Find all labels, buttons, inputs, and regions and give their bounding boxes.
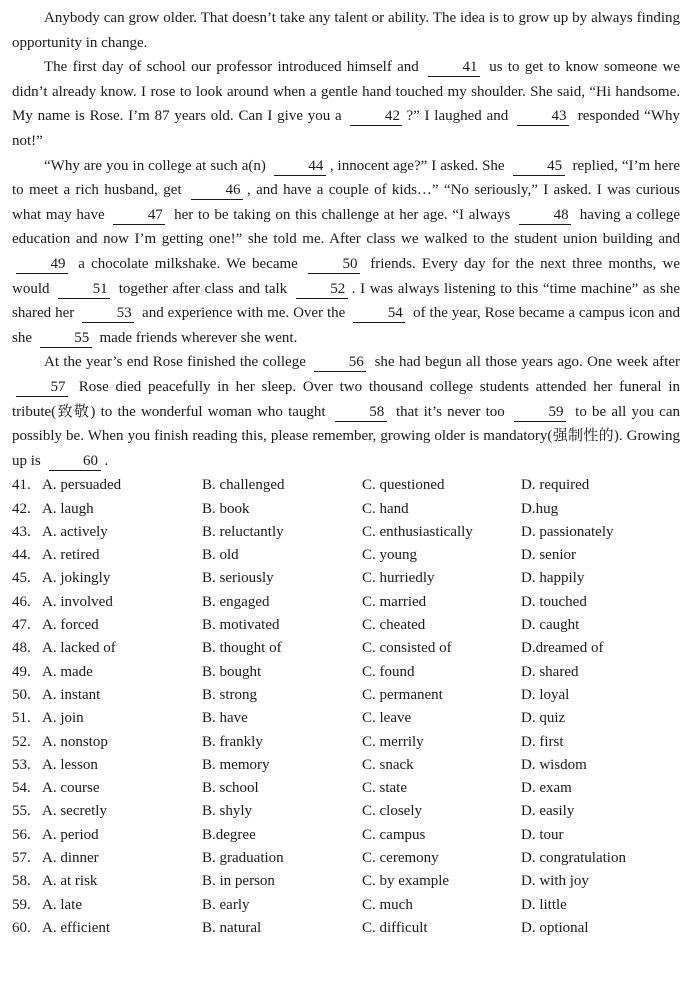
option-c[interactable]: C. consisted of: [362, 640, 452, 657]
passage-text: Rose died peacefully in her sleep. Over two thousand college students attended her funeral in tribute(致敬) to the wonderful woman who taught: [12, 378, 680, 420]
option-c[interactable]: C. merrily: [362, 733, 424, 750]
option-d[interactable]: D.dreamed of: [521, 640, 604, 657]
blank-54[interactable]: 54: [353, 305, 405, 323]
blank-51[interactable]: 51: [58, 281, 110, 299]
blank-46[interactable]: 46: [191, 182, 243, 200]
option-a[interactable]: A. course: [42, 780, 100, 797]
question-row: [12, 800, 680, 823]
question-row: [12, 684, 680, 707]
blank-57[interactable]: 57: [16, 379, 68, 397]
option-c[interactable]: C. difficult: [362, 919, 428, 936]
question-number: 44.: [12, 547, 31, 564]
option-a[interactable]: A. laugh: [42, 500, 94, 517]
option-d[interactable]: D. happily: [521, 570, 585, 587]
option-a[interactable]: A. forced: [42, 617, 99, 634]
option-c[interactable]: C. married: [362, 593, 427, 610]
option-b[interactable]: B. natural: [202, 919, 262, 936]
option-c[interactable]: C. questioned: [362, 477, 445, 494]
option-d[interactable]: D. with joy: [521, 873, 589, 890]
option-b[interactable]: B. graduation: [202, 850, 284, 867]
option-a[interactable]: A. retired: [42, 547, 100, 564]
option-b[interactable]: B. have: [202, 710, 248, 727]
option-d[interactable]: D. quiz: [521, 710, 566, 727]
passage-text: , innocent age?” I asked. She: [329, 157, 509, 174]
option-c[interactable]: C. hand: [362, 500, 409, 517]
passage-text: a chocolate milkshake. We became: [72, 255, 305, 272]
passage-text: made friends wherever she went.: [95, 329, 298, 346]
option-b[interactable]: B. seriously: [202, 570, 274, 587]
passage-text: .: [104, 452, 109, 469]
passage-text: replied, “I’m here to meet a rich husband, get: [12, 157, 680, 199]
option-a[interactable]: A. made: [42, 663, 93, 680]
option-b[interactable]: B. school: [202, 780, 259, 797]
question-number: 55.: [12, 803, 31, 820]
blank-50[interactable]: 50: [308, 256, 360, 274]
option-b[interactable]: B. shyly: [202, 803, 253, 820]
option-b[interactable]: B. bought: [202, 663, 262, 680]
option-d[interactable]: D. first: [521, 733, 564, 750]
question-number: 56.: [12, 826, 31, 843]
blank-59[interactable]: 59: [514, 404, 566, 422]
passage-text: she had begun all those years ago. One week after: [370, 354, 680, 371]
passage-text: , and have a couple of kids…” “No seriously,” I asked. I was curious what may have: [12, 182, 680, 223]
option-c[interactable]: C. closely: [362, 803, 422, 820]
passage-text: friends. Every day for the next three months, we would: [12, 255, 680, 297]
question-row: [12, 894, 680, 917]
option-c[interactable]: C. state: [362, 780, 407, 797]
question-row: [12, 824, 680, 847]
option-d[interactable]: D. required: [521, 477, 590, 494]
option-c[interactable]: C. enthusiastically: [362, 523, 473, 540]
passage-paragraph: [12, 350, 680, 473]
blank-52[interactable]: 52: [296, 281, 348, 299]
option-b[interactable]: B. memory: [202, 756, 270, 773]
option-c[interactable]: C. found: [362, 663, 415, 680]
option-b[interactable]: B. book: [202, 500, 250, 517]
blank-41[interactable]: 41: [428, 59, 480, 77]
option-d[interactable]: D. wisdom: [521, 756, 587, 773]
option-a[interactable]: A. jokingly: [42, 570, 111, 587]
option-c[interactable]: C. hurriedly: [362, 570, 435, 587]
blank-58[interactable]: 58: [335, 404, 387, 422]
question-row: [12, 870, 680, 893]
passage-text: and experience with me. Over the: [138, 305, 350, 322]
option-d[interactable]: D. shared: [521, 663, 579, 680]
passage-text: us to get to know someone we didn’t already know. I rose to look around when a gentle hand touched my shoulder. She said, “Hi handsome. My name is Rose. I’m 87 years old. Can I give you a: [12, 59, 680, 125]
question-number: 57.: [12, 850, 31, 867]
blank-60[interactable]: 60: [49, 453, 101, 471]
question-number: 50.: [12, 686, 31, 703]
question-number: 48.: [12, 640, 31, 657]
option-a[interactable]: A. secretly: [42, 803, 107, 820]
answer-options-list: [12, 474, 680, 940]
blank-55[interactable]: 55: [40, 330, 92, 348]
option-c[interactable]: C. cheated: [362, 617, 426, 634]
option-d[interactable]: D. little: [521, 896, 567, 913]
question-row: [12, 847, 680, 870]
passage-text: Anybody can grow older. That doesn’t take any talent or ability. The idea is to grow up by always finding opportunity in change.: [12, 10, 680, 51]
question-row: [12, 498, 680, 521]
option-c[interactable]: C. young: [362, 547, 418, 564]
question-row: [12, 777, 680, 800]
option-d[interactable]: D. tour: [521, 826, 564, 843]
option-a[interactable]: A. instant: [42, 686, 101, 703]
passage-text: “Why are you in college at such a(n): [44, 157, 270, 174]
option-d[interactable]: D.hug: [521, 500, 559, 517]
option-d[interactable]: D. senior: [521, 547, 576, 564]
passage-text: . I was always listening to this “time machine” as she shared her: [12, 280, 680, 322]
option-a[interactable]: A. lacked of: [42, 640, 116, 657]
question-row: [12, 637, 680, 660]
option-b[interactable]: B. engaged: [202, 593, 270, 610]
question-number: 53.: [12, 756, 31, 773]
option-c[interactable]: C. by example: [362, 873, 450, 890]
option-a[interactable]: A. nonstop: [42, 733, 108, 750]
question-row: [12, 591, 680, 614]
question-row: [12, 754, 680, 777]
blank-56[interactable]: 56: [314, 354, 366, 372]
question-row: [12, 567, 680, 590]
passage-text: At the year’s end Rose finished the college: [44, 354, 311, 371]
option-a[interactable]: A. persuaded: [42, 477, 122, 494]
question-number: 46.: [12, 593, 31, 610]
question-number: 42.: [12, 500, 31, 517]
blank-49[interactable]: 49: [16, 256, 68, 274]
question-row: [12, 707, 680, 730]
passage-text: of the year, Rose became a campus icon and she: [12, 305, 680, 346]
question-number: 52.: [12, 733, 31, 750]
option-a[interactable]: A. at risk: [42, 873, 98, 890]
option-c[interactable]: C. much: [362, 896, 413, 913]
option-d[interactable]: D. touched: [521, 593, 587, 610]
option-a[interactable]: A. late: [42, 896, 82, 913]
option-d[interactable]: D. optional: [521, 919, 589, 936]
option-b[interactable]: B. frankly: [202, 733, 263, 750]
option-c[interactable]: C. leave: [362, 710, 412, 727]
blank-47[interactable]: 47: [113, 207, 165, 225]
question-row: [12, 474, 680, 497]
question-number: 58.: [12, 873, 31, 890]
option-b[interactable]: B. challenged: [202, 477, 285, 494]
passage-text: ?” I laughed and: [406, 108, 513, 125]
option-a[interactable]: A. actively: [42, 523, 108, 540]
question-row: [12, 731, 680, 754]
passage-paragraph: [12, 6, 680, 55]
question-number: 47.: [12, 617, 31, 634]
question-number: 49.: [12, 663, 31, 680]
blank-45[interactable]: 45: [513, 158, 565, 176]
question-number: 51.: [12, 710, 31, 727]
question-row: [12, 614, 680, 637]
option-a[interactable]: A. period: [42, 826, 99, 843]
option-c[interactable]: C. campus: [362, 826, 426, 843]
passage-text: that it’s never too: [390, 403, 510, 420]
passage-text: her to be taking on this challenge at her age. “I always: [169, 206, 516, 223]
blank-44[interactable]: 44: [274, 158, 326, 176]
question-number: 43.: [12, 523, 31, 540]
blank-42[interactable]: 42: [350, 108, 402, 126]
question-number: 45.: [12, 570, 31, 587]
passage-text: having a college education and now I’m getting one!” she told me. After class we walked to the student union building and: [12, 206, 680, 248]
blank-43[interactable]: 43: [517, 108, 569, 126]
option-d[interactable]: D. exam: [521, 780, 572, 797]
option-b[interactable]: B. in person: [202, 873, 275, 890]
option-d[interactable]: D. passionately: [521, 523, 614, 540]
option-b[interactable]: B. thought of: [202, 640, 282, 657]
option-c[interactable]: C. permanent: [362, 686, 443, 703]
question-row: [12, 521, 680, 544]
option-d[interactable]: D. congratulation: [521, 850, 626, 867]
question-row: [12, 917, 680, 940]
question-number: 41.: [12, 477, 31, 494]
passage-text: together after class and talk: [114, 280, 292, 297]
option-d[interactable]: D. caught: [521, 617, 580, 634]
option-a[interactable]: A. join: [42, 710, 84, 727]
question-row: [12, 544, 680, 567]
option-a[interactable]: A. lesson: [42, 756, 98, 773]
option-a[interactable]: A. involved: [42, 593, 113, 610]
question-row: [12, 661, 680, 684]
blank-48[interactable]: 48: [519, 207, 571, 225]
question-number: 54.: [12, 780, 31, 797]
cloze-passage: [12, 6, 680, 473]
option-b[interactable]: B.degree: [202, 826, 256, 843]
option-b[interactable]: B. motivated: [202, 617, 280, 634]
option-b[interactable]: B. reluctantly: [202, 523, 284, 540]
option-a[interactable]: A. efficient: [42, 919, 111, 936]
option-c[interactable]: C. snack: [362, 756, 414, 773]
option-a[interactable]: A. dinner: [42, 850, 99, 867]
question-number: 60.: [12, 919, 31, 936]
option-b[interactable]: B. strong: [202, 686, 258, 703]
passage-text: responded “Why not!”: [12, 108, 680, 149]
passage-paragraph: [12, 55, 680, 153]
option-b[interactable]: B. early: [202, 896, 250, 913]
option-b[interactable]: B. old: [202, 547, 239, 564]
blank-53[interactable]: 53: [82, 305, 134, 323]
passage-text: The first day of school our professor introduced himself and: [44, 59, 425, 76]
option-d[interactable]: D. loyal: [521, 686, 570, 703]
option-d[interactable]: D. easily: [521, 803, 575, 820]
passage-paragraph: [12, 154, 680, 351]
question-number: 59.: [12, 896, 31, 913]
option-c[interactable]: C. ceremony: [362, 850, 439, 867]
passage-text: to be all you can possibly be. When you finish reading this, please remember, growing older is mandatory(强制性的). Growing up is: [12, 403, 680, 469]
